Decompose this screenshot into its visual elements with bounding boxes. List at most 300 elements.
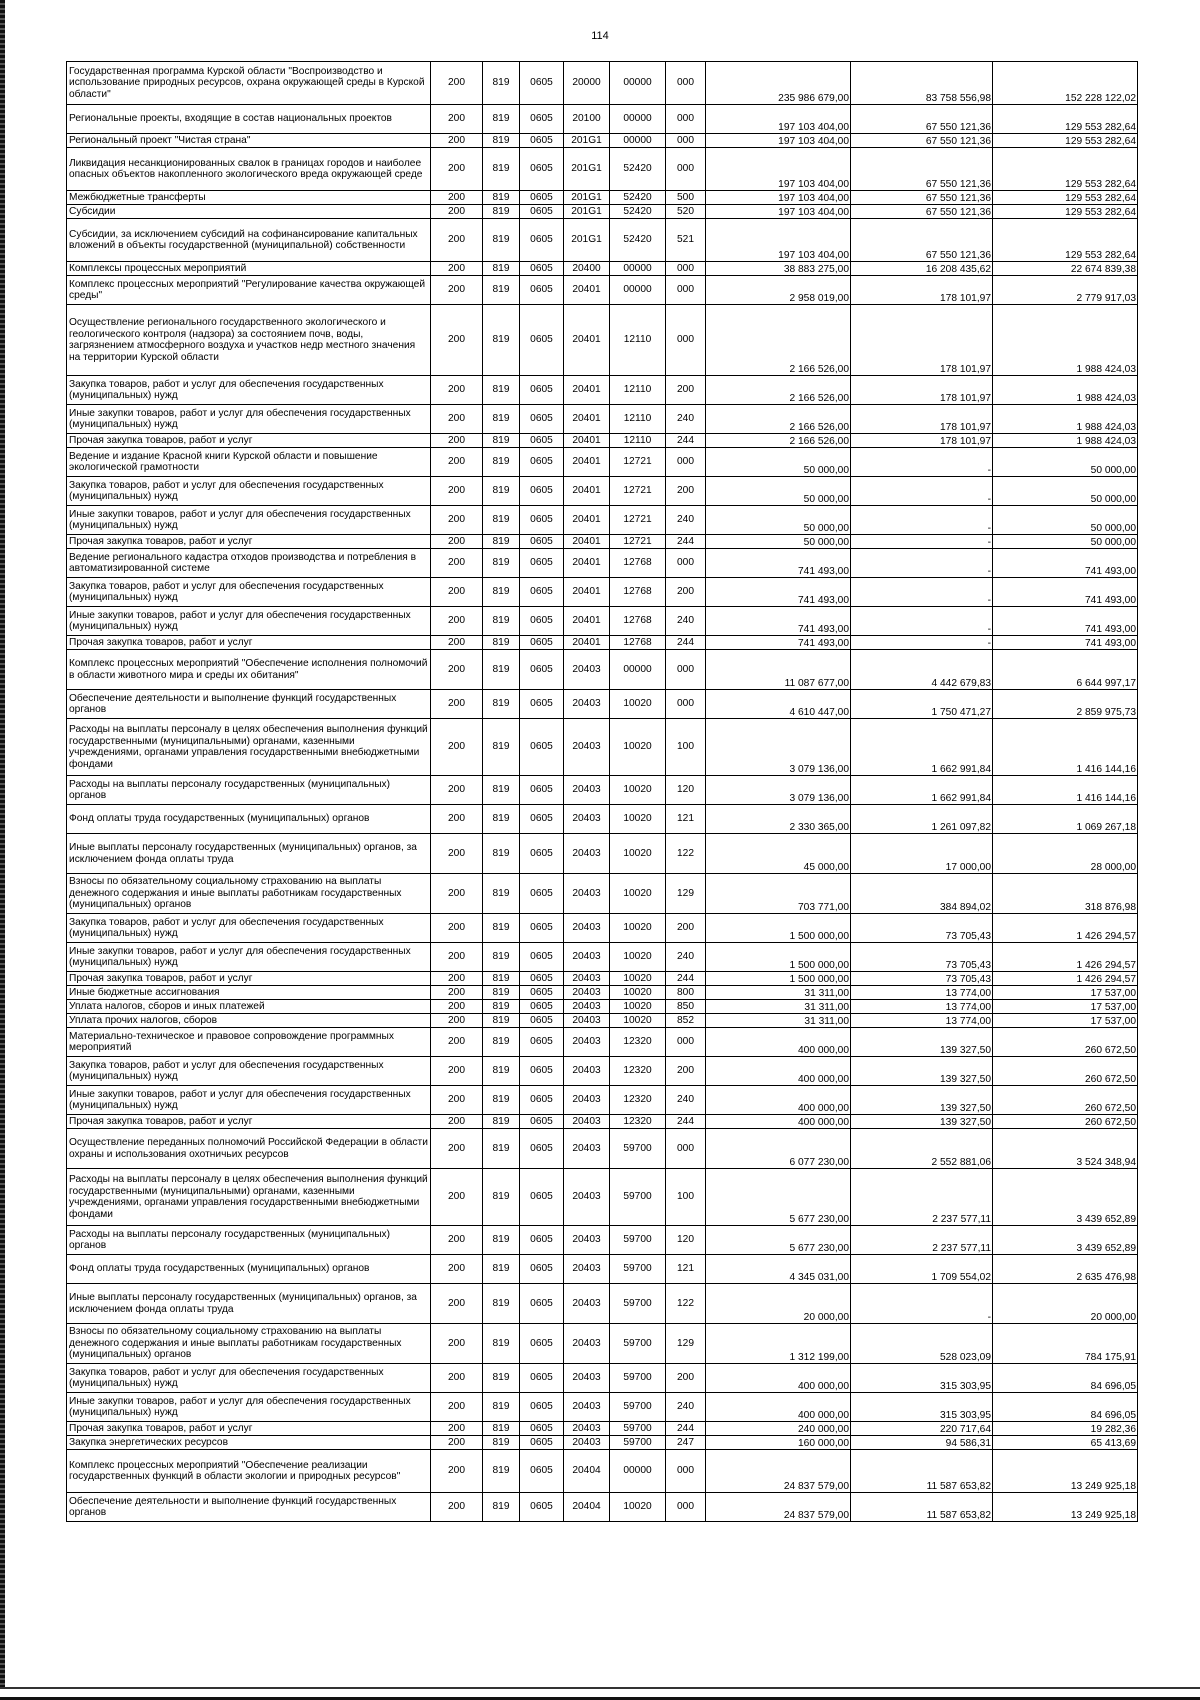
code-direction: 59700: [610, 1284, 666, 1324]
amount-planned: 197 103 404,00: [706, 219, 851, 262]
amount-executed: 11 587 653,82: [851, 1493, 993, 1522]
code-ministry: 819: [483, 535, 520, 549]
code-200: 200: [431, 1493, 483, 1522]
amount-remaining: 50 000,00: [993, 535, 1138, 549]
budget-table: [66, 61, 1138, 1522]
amount-executed: 67 550 121,36: [851, 148, 993, 191]
code-section: 0605: [520, 1284, 564, 1324]
code-expense-type: 121: [666, 1255, 706, 1284]
amount-remaining: 1 988 424,03: [993, 434, 1138, 448]
code-200: 200: [431, 448, 483, 477]
row-name: Иные выплаты персоналу государственных (муниципальных) органов, за исключением фонда оплаты труда: [67, 834, 431, 874]
code-200: 200: [431, 305, 483, 376]
amount-planned: 2 330 365,00: [706, 805, 851, 834]
code-program: 20403: [564, 1255, 610, 1284]
code-200: 200: [431, 1255, 483, 1284]
row-name: Расходы на выплаты персоналу в целях обеспечения выполнения функций государственными (муниципальными) органами, казенными учреждениями, органами управления государственными внебюджетными фондами: [67, 719, 431, 776]
code-expense-type: 244: [666, 1115, 706, 1129]
code-direction: 00000: [610, 262, 666, 276]
code-expense-type: 000: [666, 134, 706, 148]
code-section: 0605: [520, 105, 564, 134]
code-section: 0605: [520, 972, 564, 986]
code-direction: 12768: [610, 636, 666, 650]
amount-remaining: 129 553 282,64: [993, 205, 1138, 219]
code-section: 0605: [520, 434, 564, 448]
code-section: 0605: [520, 607, 564, 636]
code-ministry: 819: [483, 1436, 520, 1450]
amount-remaining: 1 426 294,57: [993, 943, 1138, 972]
amount-executed: 528 023,09: [851, 1324, 993, 1364]
table-row: [67, 506, 1138, 535]
amount-executed: 139 327,50: [851, 1115, 993, 1129]
table-row: [67, 1284, 1138, 1324]
row-name: Закупка товаров, работ и услуг для обеспечения государственных (муниципальных) нужд: [67, 376, 431, 405]
amount-remaining: 50 000,00: [993, 477, 1138, 506]
code-program: 20403: [564, 834, 610, 874]
code-section: 0605: [520, 1364, 564, 1393]
table-row: [67, 1255, 1138, 1284]
code-expense-type: 000: [666, 690, 706, 719]
table-row: [67, 1324, 1138, 1364]
amount-executed: 1 709 554,02: [851, 1255, 993, 1284]
amount-executed: 220 717,64: [851, 1422, 993, 1436]
code-section: 0605: [520, 448, 564, 477]
amount-remaining: 17 537,00: [993, 1000, 1138, 1014]
table-row: [67, 986, 1138, 1000]
amount-remaining: 1 416 144,16: [993, 776, 1138, 805]
code-section: 0605: [520, 1057, 564, 1086]
code-expense-type: 244: [666, 636, 706, 650]
code-section: 0605: [520, 943, 564, 972]
table-row: [67, 1364, 1138, 1393]
amount-planned: 50 000,00: [706, 535, 851, 549]
code-section: 0605: [520, 477, 564, 506]
amount-executed: 67 550 121,36: [851, 219, 993, 262]
code-program: 20403: [564, 1226, 610, 1255]
code-section: 0605: [520, 305, 564, 376]
code-expense-type: 240: [666, 943, 706, 972]
code-section: 0605: [520, 148, 564, 191]
row-name: Расходы на выплаты персоналу государственных (муниципальных) органов: [67, 776, 431, 805]
table-row: [67, 1450, 1138, 1493]
row-name: Взносы по обязательному социальному страхованию на выплаты денежного содержания и иные выплаты работникам государственных (муниципальных) органов: [67, 874, 431, 914]
amount-planned: 1 500 000,00: [706, 972, 851, 986]
code-section: 0605: [520, 1324, 564, 1364]
code-200: 200: [431, 1014, 483, 1028]
code-200: 200: [431, 535, 483, 549]
amount-remaining: 129 553 282,64: [993, 148, 1138, 191]
amount-executed: -: [851, 506, 993, 535]
table-row: [67, 148, 1138, 191]
amount-planned: 197 103 404,00: [706, 191, 851, 205]
code-section: 0605: [520, 1169, 564, 1226]
amount-planned: 2 166 526,00: [706, 376, 851, 405]
amount-executed: 1 750 471,27: [851, 690, 993, 719]
code-program: 20403: [564, 986, 610, 1000]
code-direction: 12110: [610, 405, 666, 434]
code-program: 20403: [564, 1057, 610, 1086]
amount-planned: 400 000,00: [706, 1057, 851, 1086]
table-row: [67, 776, 1138, 805]
code-program: 201G1: [564, 219, 610, 262]
code-expense-type: 000: [666, 305, 706, 376]
code-program: 20401: [564, 448, 610, 477]
row-name: Прочая закупка товаров, работ и услуг: [67, 1115, 431, 1129]
code-section: 0605: [520, 535, 564, 549]
amount-executed: 73 705,43: [851, 914, 993, 943]
amount-executed: 67 550 121,36: [851, 205, 993, 219]
code-direction: 10020: [610, 805, 666, 834]
code-program: 20401: [564, 636, 610, 650]
amount-executed: 315 303,95: [851, 1364, 993, 1393]
row-name: Обеспечение деятельности и выполнение функций государственных органов: [67, 1493, 431, 1522]
amount-executed: 1 662 991,84: [851, 719, 993, 776]
table-row: [67, 578, 1138, 607]
code-section: 0605: [520, 1226, 564, 1255]
table-row: [67, 276, 1138, 305]
code-200: 200: [431, 219, 483, 262]
code-program: 20100: [564, 105, 610, 134]
code-200: 200: [431, 477, 483, 506]
code-ministry: 819: [483, 578, 520, 607]
code-section: 0605: [520, 376, 564, 405]
row-name: Иные выплаты персоналу государственных (муниципальных) органов, за исключением фонда оплаты труда: [67, 1284, 431, 1324]
code-program: 20403: [564, 1028, 610, 1057]
amount-planned: 400 000,00: [706, 1364, 851, 1393]
amount-planned: 2 166 526,00: [706, 305, 851, 376]
row-name: Расходы на выплаты персоналу государственных (муниципальных) органов: [67, 1226, 431, 1255]
code-expense-type: 000: [666, 105, 706, 134]
amount-remaining: 1 988 424,03: [993, 405, 1138, 434]
code-ministry: 819: [483, 506, 520, 535]
amount-planned: 400 000,00: [706, 1028, 851, 1057]
amount-executed: 73 705,43: [851, 972, 993, 986]
code-ministry: 819: [483, 943, 520, 972]
code-200: 200: [431, 834, 483, 874]
table-row: [67, 477, 1138, 506]
code-expense-type: 200: [666, 1364, 706, 1393]
amount-planned: 1 312 199,00: [706, 1324, 851, 1364]
table-row: [67, 834, 1138, 874]
code-ministry: 819: [483, 1169, 520, 1226]
code-program: 20403: [564, 805, 610, 834]
code-ministry: 819: [483, 1393, 520, 1422]
code-200: 200: [431, 262, 483, 276]
amount-planned: 31 311,00: [706, 1014, 851, 1028]
row-name: Осуществление переданных полномочий Российской Федерации в области охраны и использования охотничьих ресурсов: [67, 1129, 431, 1169]
code-direction: 59700: [610, 1436, 666, 1450]
code-200: 200: [431, 972, 483, 986]
code-section: 0605: [520, 219, 564, 262]
amount-executed: 4 442 679,83: [851, 650, 993, 690]
code-ministry: 819: [483, 205, 520, 219]
code-expense-type: 120: [666, 1226, 706, 1255]
code-200: 200: [431, 1028, 483, 1057]
code-direction: 00000: [610, 650, 666, 690]
code-ministry: 819: [483, 1364, 520, 1393]
code-program: 201G1: [564, 134, 610, 148]
table-row: [67, 1493, 1138, 1522]
code-program: 20000: [564, 62, 610, 105]
row-name: Фонд оплаты труда государственных (муниципальных) органов: [67, 1255, 431, 1284]
code-200: 200: [431, 105, 483, 134]
amount-planned: 197 103 404,00: [706, 205, 851, 219]
amount-planned: 235 986 679,00: [706, 62, 851, 105]
amount-planned: 197 103 404,00: [706, 134, 851, 148]
table-row: [67, 1028, 1138, 1057]
amount-executed: 67 550 121,36: [851, 105, 993, 134]
row-name: Иные закупки товаров, работ и услуг для обеспечения государственных (муниципальных) нужд: [67, 1393, 431, 1422]
table-row: [67, 1129, 1138, 1169]
amount-remaining: 6 644 997,17: [993, 650, 1138, 690]
code-program: 20403: [564, 914, 610, 943]
row-name: Закупка товаров, работ и услуг для обеспечения государственных (муниципальных) нужд: [67, 578, 431, 607]
code-direction: 10020: [610, 972, 666, 986]
amount-executed: 73 705,43: [851, 943, 993, 972]
code-ministry: 819: [483, 134, 520, 148]
code-section: 0605: [520, 719, 564, 776]
code-section: 0605: [520, 549, 564, 578]
code-direction: 00000: [610, 276, 666, 305]
table-row: [67, 1169, 1138, 1226]
row-name: Закупка товаров, работ и услуг для обеспечения государственных (муниципальных) нужд: [67, 1057, 431, 1086]
code-section: 0605: [520, 650, 564, 690]
table-row: [67, 549, 1138, 578]
amount-remaining: 65 413,69: [993, 1436, 1138, 1450]
code-section: 0605: [520, 1086, 564, 1115]
code-200: 200: [431, 986, 483, 1000]
amount-planned: 50 000,00: [706, 477, 851, 506]
row-name: Прочая закупка товаров, работ и услуг: [67, 434, 431, 448]
amount-remaining: 152 228 122,02: [993, 62, 1138, 105]
table-row: [67, 405, 1138, 434]
code-expense-type: 122: [666, 834, 706, 874]
code-200: 200: [431, 650, 483, 690]
table-row: [67, 105, 1138, 134]
code-section: 0605: [520, 1014, 564, 1028]
code-section: 0605: [520, 834, 564, 874]
code-200: 200: [431, 1284, 483, 1324]
row-name: Закупка энергетических ресурсов: [67, 1436, 431, 1450]
row-name: Ведение регионального кадастра отходов производства и потребления в автоматизированной системе: [67, 549, 431, 578]
code-program: 20401: [564, 405, 610, 434]
code-expense-type: 200: [666, 914, 706, 943]
code-expense-type: 000: [666, 276, 706, 305]
table-row: [67, 205, 1138, 219]
code-section: 0605: [520, 986, 564, 1000]
code-direction: 52420: [610, 205, 666, 219]
code-expense-type: 244: [666, 434, 706, 448]
amount-planned: 3 079 136,00: [706, 776, 851, 805]
code-program: 20404: [564, 1493, 610, 1522]
amount-remaining: 741 493,00: [993, 578, 1138, 607]
table-row: [67, 636, 1138, 650]
code-ministry: 819: [483, 1493, 520, 1522]
amount-planned: 400 000,00: [706, 1115, 851, 1129]
code-program: 20403: [564, 1284, 610, 1324]
amount-planned: 741 493,00: [706, 578, 851, 607]
code-direction: 12721: [610, 477, 666, 506]
code-direction: 12110: [610, 376, 666, 405]
amount-remaining: 784 175,91: [993, 1324, 1138, 1364]
table-row: [67, 1422, 1138, 1436]
table-row: [67, 650, 1138, 690]
amount-executed: 67 550 121,36: [851, 191, 993, 205]
amount-remaining: 2 859 975,73: [993, 690, 1138, 719]
amount-planned: 45 000,00: [706, 834, 851, 874]
amount-planned: 24 837 579,00: [706, 1450, 851, 1493]
code-section: 0605: [520, 1450, 564, 1493]
code-direction: 10020: [610, 776, 666, 805]
row-name: Фонд оплаты труда государственных (муниципальных) органов: [67, 805, 431, 834]
table-row: [67, 62, 1138, 105]
row-name: Закупка товаров, работ и услуг для обеспечения государственных (муниципальных) нужд: [67, 477, 431, 506]
code-direction: 59700: [610, 1364, 666, 1393]
code-200: 200: [431, 1086, 483, 1115]
code-200: 200: [431, 376, 483, 405]
code-program: 20401: [564, 506, 610, 535]
table-row: [67, 1000, 1138, 1014]
amount-planned: 4 345 031,00: [706, 1255, 851, 1284]
code-200: 200: [431, 1169, 483, 1226]
code-expense-type: 800: [666, 986, 706, 1000]
table-row: [67, 690, 1138, 719]
code-section: 0605: [520, 914, 564, 943]
code-section: 0605: [520, 62, 564, 105]
code-expense-type: 121: [666, 805, 706, 834]
code-ministry: 819: [483, 986, 520, 1000]
table-row: [67, 134, 1138, 148]
code-direction: 10020: [610, 986, 666, 1000]
row-name: Прочая закупка товаров, работ и услуг: [67, 636, 431, 650]
code-ministry: 819: [483, 636, 520, 650]
amount-remaining: 13 249 925,18: [993, 1450, 1138, 1493]
code-ministry: 819: [483, 650, 520, 690]
row-name: Ликвидация несанкционированных свалок в границах городов и наиболее опасных объектов накопленного экологического вреда окружающей среде: [67, 148, 431, 191]
code-expense-type: 521: [666, 219, 706, 262]
code-200: 200: [431, 690, 483, 719]
code-direction: 10020: [610, 1000, 666, 1014]
code-section: 0605: [520, 262, 564, 276]
code-expense-type: 120: [666, 776, 706, 805]
code-section: 0605: [520, 636, 564, 650]
code-expense-type: 247: [666, 1436, 706, 1450]
amount-executed: 178 101,97: [851, 434, 993, 448]
code-200: 200: [431, 578, 483, 607]
row-name: Межбюджетные трансферты: [67, 191, 431, 205]
row-name: Иные закупки товаров, работ и услуг для обеспечения государственных (муниципальных) нужд: [67, 506, 431, 535]
amount-executed: 139 327,50: [851, 1086, 993, 1115]
amount-remaining: 50 000,00: [993, 448, 1138, 477]
table-row: [67, 1436, 1138, 1450]
amount-executed: 315 303,95: [851, 1393, 993, 1422]
code-direction: 12110: [610, 305, 666, 376]
code-ministry: 819: [483, 477, 520, 506]
code-ministry: 819: [483, 1255, 520, 1284]
code-section: 0605: [520, 506, 564, 535]
code-direction: 12320: [610, 1086, 666, 1115]
code-200: 200: [431, 434, 483, 448]
code-ministry: 819: [483, 1284, 520, 1324]
amount-executed: -: [851, 607, 993, 636]
amount-remaining: 20 000,00: [993, 1284, 1138, 1324]
code-expense-type: 129: [666, 874, 706, 914]
code-section: 0605: [520, 1422, 564, 1436]
amount-planned: 3 079 136,00: [706, 719, 851, 776]
code-ministry: 819: [483, 1000, 520, 1014]
code-ministry: 819: [483, 105, 520, 134]
code-200: 200: [431, 719, 483, 776]
amount-remaining: 13 249 925,18: [993, 1493, 1138, 1522]
amount-planned: 20 000,00: [706, 1284, 851, 1324]
row-name: Осуществление регионального государственного экологического и геологического контроля (надзора) за состоянием почв, воды, загрязнением атмосферного воздуха и участков недр местного значения на территории Курской области: [67, 305, 431, 376]
code-ministry: 819: [483, 874, 520, 914]
code-200: 200: [431, 914, 483, 943]
row-name: Субсидии, за исключением субсидий на софинансирование капитальных вложений в объекты государственной (муниципальной) собственности: [67, 219, 431, 262]
code-program: 20403: [564, 1115, 610, 1129]
code-200: 200: [431, 1324, 483, 1364]
row-name: Уплата налогов, сборов и иных платежей: [67, 1000, 431, 1014]
amount-planned: 50 000,00: [706, 448, 851, 477]
code-200: 200: [431, 1450, 483, 1493]
code-direction: 10020: [610, 874, 666, 914]
code-expense-type: 100: [666, 1169, 706, 1226]
amount-executed: 94 586,31: [851, 1436, 993, 1450]
table-row: [67, 262, 1138, 276]
code-expense-type: 244: [666, 1422, 706, 1436]
table-body: [67, 62, 1138, 1522]
table-row: [67, 607, 1138, 636]
amount-remaining: 84 696,05: [993, 1393, 1138, 1422]
row-name: Иные закупки товаров, работ и услуг для обеспечения государственных (муниципальных) нужд: [67, 943, 431, 972]
code-program: 20401: [564, 607, 610, 636]
amount-executed: 2 237 577,11: [851, 1169, 993, 1226]
code-ministry: 819: [483, 834, 520, 874]
row-name: Взносы по обязательному социальному страхованию на выплаты денежного содержания и иные выплаты работникам государственных (муниципальных) органов: [67, 1324, 431, 1364]
code-program: 20403: [564, 1436, 610, 1450]
row-name: Комплекс процессных мероприятий "Обеспечение реализации государственных функций в области экологии и природных ресурсов": [67, 1450, 431, 1493]
code-200: 200: [431, 549, 483, 578]
code-ministry: 819: [483, 405, 520, 434]
code-program: 20403: [564, 874, 610, 914]
code-program: 20403: [564, 1364, 610, 1393]
code-expense-type: 244: [666, 972, 706, 986]
amount-planned: 6 077 230,00: [706, 1129, 851, 1169]
row-name: Прочая закупка товаров, работ и услуг: [67, 1422, 431, 1436]
code-ministry: 819: [483, 1226, 520, 1255]
code-section: 0605: [520, 1000, 564, 1014]
table-row: [67, 972, 1138, 986]
table-row: [67, 376, 1138, 405]
code-expense-type: 852: [666, 1014, 706, 1028]
amount-planned: 4 610 447,00: [706, 690, 851, 719]
code-200: 200: [431, 805, 483, 834]
amount-remaining: 28 000,00: [993, 834, 1138, 874]
code-direction: 59700: [610, 1324, 666, 1364]
row-name: Закупка товаров, работ и услуг для обеспечения государственных (муниципальных) нужд: [67, 1364, 431, 1393]
code-ministry: 819: [483, 1086, 520, 1115]
amount-executed: 384 894,02: [851, 874, 993, 914]
amount-remaining: 129 553 282,64: [993, 134, 1138, 148]
row-name: Иные бюджетные ассигнования: [67, 986, 431, 1000]
code-direction: 12768: [610, 607, 666, 636]
code-program: 20401: [564, 535, 610, 549]
code-section: 0605: [520, 1493, 564, 1522]
amount-remaining: 1 988 424,03: [993, 305, 1138, 376]
code-expense-type: 000: [666, 62, 706, 105]
code-200: 200: [431, 607, 483, 636]
amount-remaining: 1 426 294,57: [993, 972, 1138, 986]
